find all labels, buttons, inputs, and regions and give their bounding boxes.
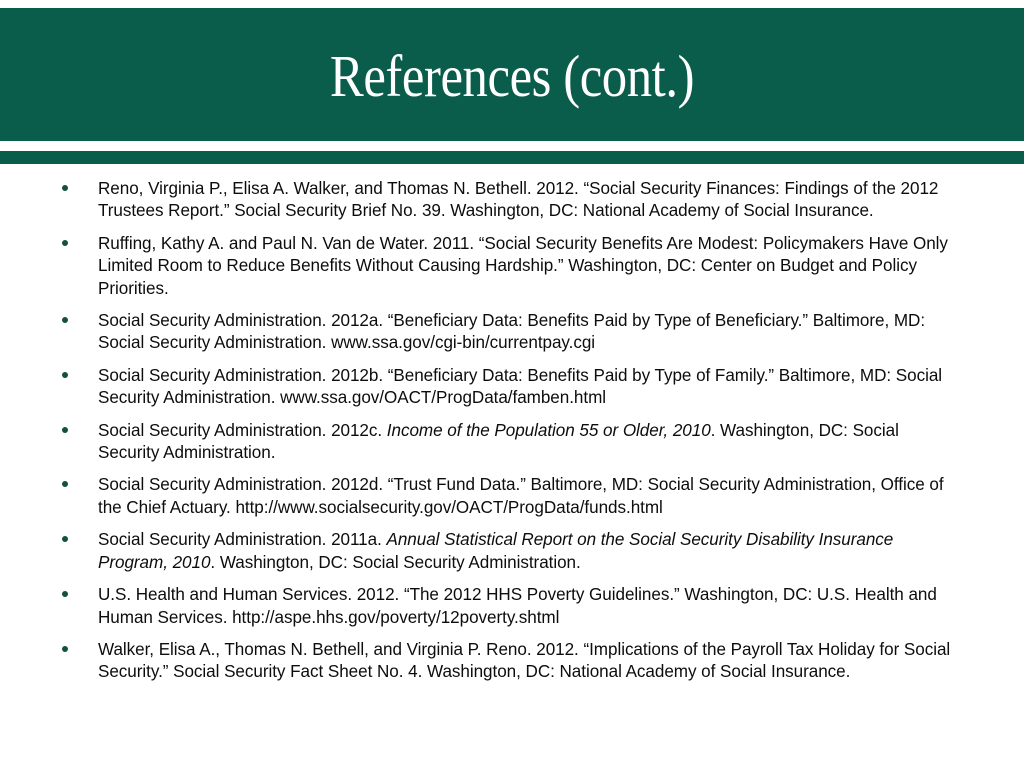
bullet-icon xyxy=(62,427,68,433)
reference-text: U.S. Health and Human Services. 2012. “The 2012 HHS Poverty Guidelines.” Washington, DC: U.S. Health and Human Services. http://aspe.hhs.gov/poverty/12poverty.shtml xyxy=(98,585,937,627)
reference-entry xyxy=(0,365,1024,410)
references-list xyxy=(0,178,1024,684)
reference-entry xyxy=(0,529,1024,574)
bullet-icon xyxy=(62,591,68,597)
reference-text: Social Security Administration. 2012a. “Beneficiary Data: Benefits Paid by Type of Beneficiary.” Baltimore, MD: Social Security Administration. www.ssa.gov/cgi-bin/currentpay.cgi xyxy=(98,311,926,353)
bullet-icon xyxy=(62,372,68,378)
reference-text: Social Security Administration. 2011a. Annual Statistical Report on the Social Security Disability Insurance Program, 2010. Washington, DC: Social Security Administration. xyxy=(98,530,894,572)
bullet-icon xyxy=(62,240,68,246)
reference-text: Social Security Administration. 2012b. “Beneficiary Data: Benefits Paid by Type of Family.” Baltimore, MD: Social Security Administration. www.ssa.gov/OACT/ProgData/famben.html xyxy=(98,365,943,408)
reference-text: Reno, Virginia P., Elisa A. Walker, and Thomas N. Bethell. 2012. “Social Security Finances: Findings of the 2012 Trustees Report.” Social Security Brief No. 39. Washington, DC: National Academy of Social Insurance. xyxy=(98,179,939,221)
bullet-icon xyxy=(62,481,68,487)
bullet-icon xyxy=(62,646,68,652)
reference-entry xyxy=(0,584,1024,629)
slide-body xyxy=(0,178,1024,738)
reference-entry xyxy=(0,178,1024,223)
bullet-icon xyxy=(62,185,68,191)
header-divider-stripe xyxy=(0,151,1024,164)
reference-text: Social Security Administration. 2012c. Income of the Population 55 or Older, 2010. Washington, DC: Social Security Administration. xyxy=(98,420,899,463)
bullet-icon xyxy=(62,536,68,542)
reference-text: Ruffing, Kathy A. and Paul N. Van de Water. 2011. “Social Security Benefits Are Modest: Policymakers Have Only Limited Room to Reduce Benefits Without Causing Hardship.” Washington, DC: Center on Budget and Policy Priorities. xyxy=(98,233,948,298)
reference-entry xyxy=(0,639,1024,684)
reference-text: Social Security Administration. 2012d. “Trust Fund Data.” Baltimore, MD: Social Security Administration, Office of the Chief Actuary. http://www.socialsecurity.gov/OACT/ProgData/funds.html xyxy=(98,475,944,517)
reference-entry xyxy=(0,474,1024,519)
reference-entry xyxy=(0,233,1024,300)
bullet-icon xyxy=(62,317,68,323)
page-title: References (cont.) xyxy=(329,43,695,109)
reference-entry xyxy=(0,310,1024,355)
reference-entry xyxy=(0,420,1024,465)
reference-text: Walker, Elisa A., Thomas N. Bethell, and Virginia P. Reno. 2012. “Implications of the Payroll Tax Holiday for Social Security.” Social Security Fact Sheet No. 4. Washington, DC: National Academy of Social Insurance. xyxy=(98,639,951,682)
